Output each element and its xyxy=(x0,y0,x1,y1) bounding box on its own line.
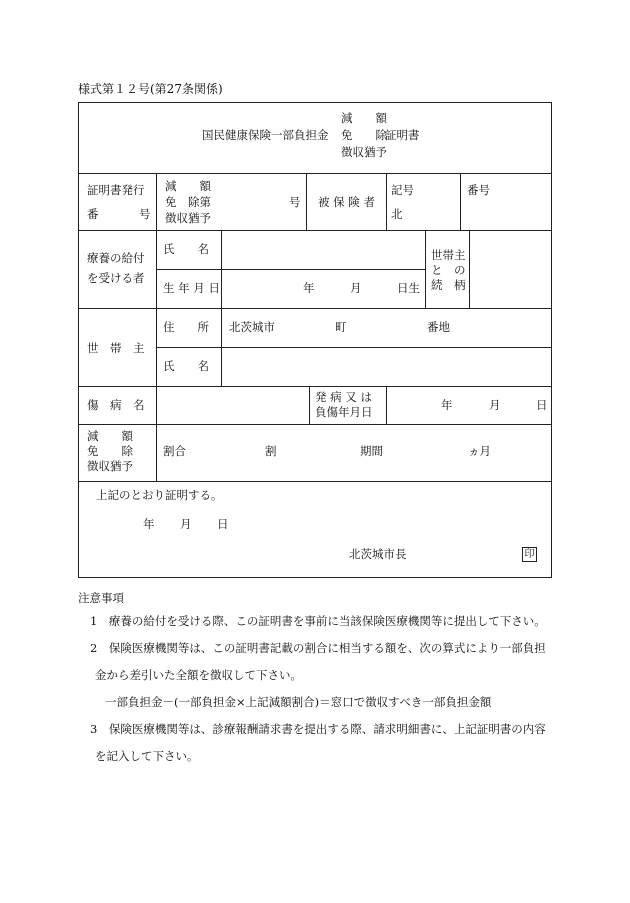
kind-stack-2: 免 除第 xyxy=(165,195,211,209)
disease-label: 傷 病 名 xyxy=(87,398,145,412)
note-item-2-cont: 金から差引いた全額を徴収して下さい。 xyxy=(95,668,302,682)
reduction-label-1: 減 額 xyxy=(87,429,133,443)
notes-heading: 注意事項 xyxy=(78,591,124,605)
cert-number-label: 証明書発行 xyxy=(87,183,145,197)
title-stack-3: 徴収猶予 xyxy=(341,145,387,159)
form-number: 様式第１２号(第27条関係) xyxy=(78,82,223,96)
certificate-frame xyxy=(78,102,552,578)
divider xyxy=(309,386,310,424)
note-item-3-cont: を記入して下さい。 xyxy=(95,749,199,763)
address-city: 北茨城市 xyxy=(229,320,275,334)
period-kagetsu: ヵ月 xyxy=(468,444,491,458)
relation-label-2: と の xyxy=(431,263,466,277)
title-stack-2: 免 除 xyxy=(341,128,387,142)
onset-nen: 年 xyxy=(441,398,453,412)
cert-number-label-ban: 番 xyxy=(87,207,99,221)
reduction-label-2: 免 除 xyxy=(87,444,133,458)
address-label: 住 所 xyxy=(163,320,209,334)
patient-name-label: 氏 名 xyxy=(163,242,209,256)
patient-label-2: を受ける者 xyxy=(87,271,145,285)
onset-label-1: 発 病 又 は xyxy=(315,390,372,404)
householder-label: 世 帯 主 xyxy=(87,341,145,355)
period-label: 期間 xyxy=(360,444,383,458)
householder-name-label: 氏 名 xyxy=(163,359,209,373)
certify-nen: 年 xyxy=(143,517,155,531)
patient-dob-label: 生 年 月 日 xyxy=(163,281,220,295)
title-stack-1: 減 額 xyxy=(341,111,387,125)
note-item-1: 1 療養の給付を受ける際、この証明書を事前に当該保険医療機関等に提出して下さい。 xyxy=(90,614,546,628)
onset-tsuki: 月 xyxy=(489,398,501,412)
mayor-title: 北茨城市長 xyxy=(349,547,407,561)
divider xyxy=(469,230,470,308)
title-suffix: 証明書 xyxy=(385,128,420,142)
address-banchi: 番地 xyxy=(427,320,450,334)
kigou-label: 記号 xyxy=(391,183,414,197)
divider xyxy=(79,230,551,231)
certify-statement: 上記のとおり証明する。 xyxy=(96,488,223,502)
divider xyxy=(306,173,307,230)
reduction-label-3: 徴収猶予 xyxy=(87,459,133,473)
dob-tsuki: 月 xyxy=(350,281,362,295)
title-prefix: 国民健康保険一部負担金 xyxy=(202,128,329,142)
cert-number-label-gou: 号 xyxy=(139,207,151,221)
kigou-value: 北 xyxy=(391,207,403,221)
kind-stack-1: 減 額 xyxy=(165,179,211,193)
relation-label-3: 続 柄 xyxy=(431,278,466,292)
ratio-wari: 割 xyxy=(265,444,277,458)
divider xyxy=(156,269,425,270)
dob-nen: 年 xyxy=(303,281,315,295)
address-town: 町 xyxy=(335,320,347,334)
note-item-2: 2 保険医療機関等は、この証明書記載の割合に相当する額を、次の算式により一部負担 xyxy=(90,641,546,655)
divider xyxy=(79,481,551,482)
kind-stack-3: 徴収猶予 xyxy=(165,211,211,225)
relation-label-1: 世帯主 xyxy=(431,248,466,262)
divider xyxy=(386,173,387,230)
cert-number-suffix: 号 xyxy=(289,195,301,209)
ratio-label: 割合 xyxy=(163,444,186,458)
seal-stamp: 印 xyxy=(522,547,537,562)
certify-hi: 日 xyxy=(217,517,229,531)
divider xyxy=(425,230,426,308)
divider xyxy=(79,173,551,174)
patient-label-1: 療養の給付 xyxy=(87,251,145,265)
certify-tsuki: 月 xyxy=(180,517,192,531)
divider xyxy=(79,308,551,309)
dob-hi: 日生 xyxy=(397,281,420,295)
divider xyxy=(79,386,551,387)
divider xyxy=(386,386,387,424)
divider xyxy=(460,173,461,230)
divider xyxy=(156,347,551,348)
divider xyxy=(79,424,551,425)
onset-hi: 日 xyxy=(536,398,548,412)
note-item-3: 3 保険医療機関等は、診療報酬請求書を提出する際、請求明細書に、上記証明書の内容 xyxy=(90,722,546,736)
bangou-label: 番号 xyxy=(467,183,490,197)
divider xyxy=(221,230,222,386)
insured-label: 被 保 険 者 xyxy=(318,195,375,209)
note-formula: 一部負担金－(一部負担金×上記減額割合)＝窓口で徴収すべき一部負担金額 xyxy=(105,695,492,709)
divider xyxy=(156,173,157,481)
onset-label-2: 負傷年月日 xyxy=(315,405,373,419)
